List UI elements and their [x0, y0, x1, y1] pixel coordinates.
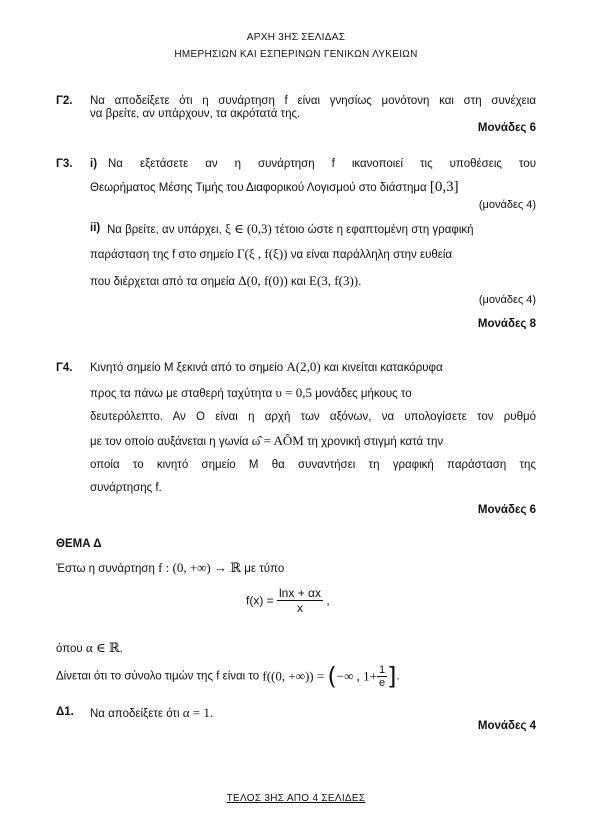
range-fraction	[377, 664, 387, 689]
g4-label: Γ4.	[56, 362, 73, 374]
theme-d-range-math-a: f((0, +∞)) =	[262, 668, 325, 684]
g4-line-3: δευτερόλεπτο. Αν Ο είναι η αρχή των αξόνων, να υπολογίσετε τον ρυθμό	[90, 411, 536, 423]
g4-points: Μονάδες 6	[477, 504, 536, 516]
g3-ii-points: (μονάδες 4)	[478, 294, 536, 306]
g3-ii-line-3-and: και	[291, 276, 306, 288]
g3-ii-line-2-math: Γ(ξ , f(ξ))	[236, 246, 288, 261]
g3-points: Μονάδες 8	[477, 318, 536, 330]
theme-d-where	[56, 641, 123, 656]
g2-label: Γ2.	[56, 95, 73, 107]
g3-ii-line-3-a: που διέρχεται από τα σημεία	[90, 276, 236, 288]
g2-points: Μονάδες 6	[477, 122, 536, 134]
g3-ii-line-3-m1: Δ(0, f(0))	[238, 273, 288, 288]
g3-ii-line-3-m2: Ε(3, f(3)).	[309, 273, 362, 288]
d1-points: Μονάδες 4	[477, 720, 536, 732]
g2-line-2: να βρείτε, αν υπάρχουν, τα ακρότατά της.	[90, 108, 301, 120]
g3-ii-label: ii)	[90, 222, 101, 234]
d1-text	[90, 706, 213, 721]
g3-i-line-2-text: Θεωρήματος Μέσης Τιμής του Διαφορικού Λογισμού στο διάστημα	[90, 182, 427, 194]
g3-ii-line-1	[107, 222, 536, 237]
g4-line-1-math: Α(2,0)	[286, 359, 321, 374]
g3-label: Γ3.	[56, 158, 73, 170]
formula-fraction	[277, 586, 323, 615]
theme-d-intro	[56, 561, 284, 576]
footer-text: ΤΕΛΟΣ 3ΗΣ ΑΠΟ 4 ΣΕΛΙΔΕΣ	[226, 793, 366, 804]
theme-d-intro-a: Έστω η συνάρτηση	[56, 563, 155, 575]
g4-line-2-a: προς τα πάνω με σταθερή ταχύτητα	[90, 388, 273, 400]
g3-ii-line-2-a: παράσταση της f στο σημείο	[90, 249, 234, 261]
g3-ii-line-2	[90, 247, 536, 262]
theme-d-range-math-b: −∞ , 1+	[336, 668, 377, 684]
g4-line-5: οποία το κινητό σημείο Μ θα συναντήσει τη γραφική παράσταση της	[90, 459, 536, 471]
d1-text-math: α = 1.	[182, 705, 214, 720]
theme-d-intro-math: f : (0, +∞) → ℝ	[158, 560, 242, 575]
g3-i-interval: [0,3]	[429, 179, 459, 195]
g3-i-line-1: Να εξετάσετε αν η συνάρτηση f ικανοποιεί τις υποθέσεις του	[108, 158, 536, 170]
g3-i-label: i)	[90, 158, 98, 170]
g3-i-points: (μονάδες 4)	[478, 199, 536, 211]
g4-line-4-a: με τον οποίο αυξάνεται η γωνία	[90, 436, 249, 448]
d1-label: Δ1.	[56, 706, 74, 718]
theme-d-title: ΘΕΜΑ Δ	[56, 538, 102, 550]
formula-end: ,	[326, 593, 330, 608]
range-close-bracket: ]	[387, 662, 397, 691]
g4-line-6: συνάρτησης f.	[90, 482, 162, 494]
theme-d-where-a: όπου	[56, 643, 83, 655]
g4-line-1	[90, 360, 536, 375]
g2-line-1: Να αποδείξετε ότι η συνάρτηση f είναι γνησίως μονότονη και στη συνέχεια	[90, 95, 536, 107]
range-open-paren: (	[327, 662, 337, 691]
theme-d-where-math: α ∈ ℝ.	[85, 640, 123, 655]
g4-line-4-b: τη χρονική στιγμή κατά την	[307, 436, 444, 448]
g3-i-line-2	[90, 181, 536, 195]
range-frac-den: e	[378, 677, 386, 689]
g4-line-2-b: μονάδες μήκους το	[315, 388, 412, 400]
g3-ii-line-2-b: να είναι παράλληλη στην ευθεία	[290, 249, 453, 261]
g3-ii-line-3	[90, 274, 536, 289]
theme-d-intro-b: με τύπο	[244, 563, 285, 575]
g4-line-4	[90, 434, 536, 449]
formula-denominator: x	[296, 601, 303, 615]
g3-ii-line-1-b: τέτοιο ώστε η εφαπτομένη στη γραφική	[275, 224, 474, 236]
theme-d-range-a: Δίνεται ότι το σύνολο τιμών της f είναι το	[56, 670, 260, 683]
theme-d-range	[56, 664, 400, 689]
g4-line-1-b: και κινείται κατακόρυφα	[323, 362, 443, 374]
theme-d-formula	[246, 586, 330, 615]
g4-line-2-math: υ = 0,5	[275, 385, 312, 400]
g4-line-2	[90, 386, 536, 401]
g3-ii-line-1-a: Να βρείτε, αν υπάρχει,	[107, 224, 222, 236]
formula-numerator: lnx + αx	[279, 586, 321, 600]
theme-d-range-end: .	[396, 670, 400, 683]
header-line-2: ΗΜΕΡΗΣΙΩΝ ΚΑΙ ΕΣΠΕΡΙΝΩΝ ΓΕΝΙΚΩΝ ΛΥΚΕΙΩΝ	[174, 49, 418, 60]
g4-line-1-a: Κινητό σημείο Μ ξεκινά από το σημείο	[90, 362, 284, 374]
header-line-1: ΑΡΧΗ 3ΗΣ ΣΕΛΙΔΑΣ	[246, 32, 346, 43]
g4-line-4-math: ω̂ = ΑÔΜ	[251, 433, 304, 448]
formula-lhs: f(x) =	[246, 593, 274, 608]
range-frac-num: 1	[378, 664, 386, 676]
g3-ii-line-1-math: ξ ∈ (0,3)	[225, 221, 272, 236]
d1-text-a: Να αποδείξετε ότι	[90, 708, 180, 720]
